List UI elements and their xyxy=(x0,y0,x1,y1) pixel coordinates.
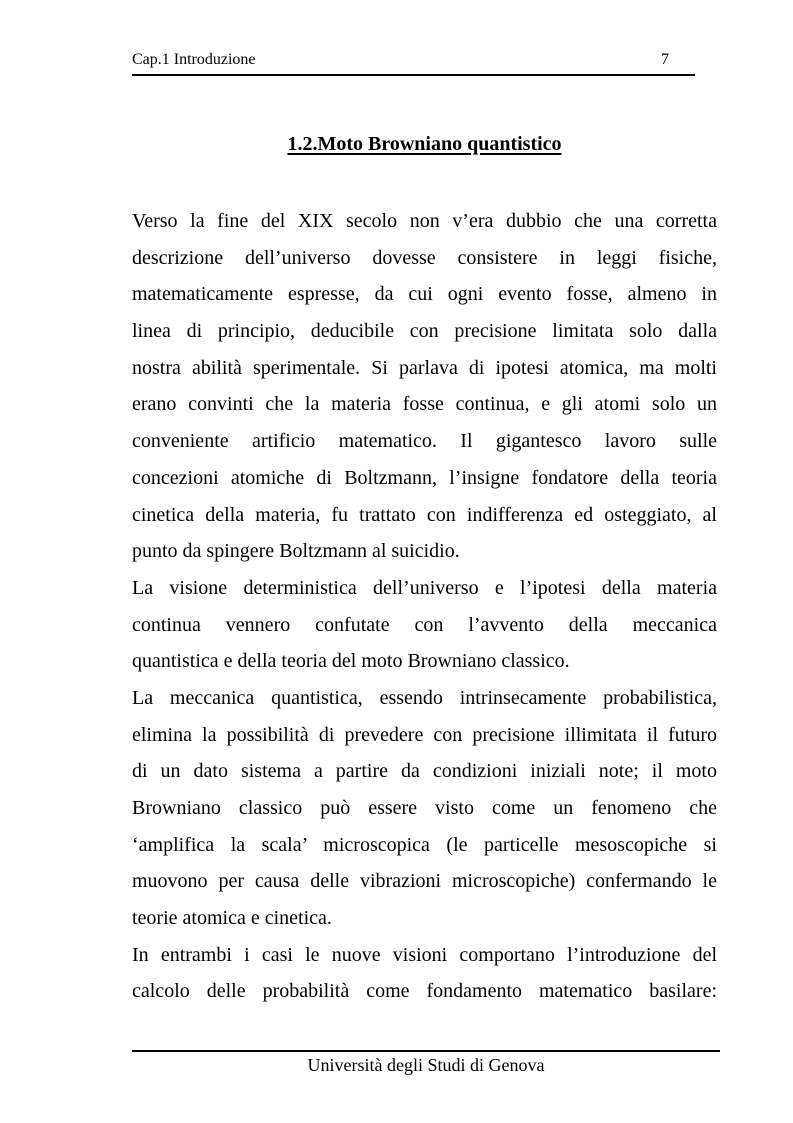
text-line: La visione deterministica dell’universo e l’ipotesi della materia xyxy=(132,576,717,599)
section-heading xyxy=(132,133,717,156)
text-line: linea di principio, deducibile con precisione limitata solo dalla xyxy=(132,320,717,343)
text-line: muovono per causa delle vibrazioni microscopiche) confermando le xyxy=(132,870,717,893)
text-line: La meccanica quantistica, essendo intrinsecamente probabilistica, xyxy=(132,686,717,709)
footer-divider xyxy=(132,1050,720,1052)
text-line: descrizione dell’universo dovesse consistere in leggi fisiche, xyxy=(132,246,717,269)
text-line: conveniente artificio matematico. Il gigantesco lavoro sulle xyxy=(132,430,717,453)
text-line: erano convinti che la materia fosse continua, e gli atomi solo un xyxy=(132,393,717,416)
text-line: cinetica della materia, fu trattato con indifferenza ed osteggiato, al xyxy=(132,503,717,526)
page-footer: Università degli Studi di Genova xyxy=(307,1055,545,1075)
section-title-text: 1.2.Moto Browniano quantistico xyxy=(287,133,562,155)
text-line: nostra abilità sperimentale. Si parlava di ipotesi atomica, ma molti xyxy=(132,356,717,379)
text-line: Browniano classico può essere visto come un fenomeno che xyxy=(132,797,717,819)
text-line: elimina la possibilità di prevedere con precisione illimitata il futuro xyxy=(132,723,717,746)
chapter-title: Cap.1 Introduzione xyxy=(132,51,256,68)
page-number: 7 xyxy=(661,51,669,68)
text-line: continua vennero confutate con l’avvento della meccanica xyxy=(132,613,717,636)
body-text xyxy=(132,203,717,1010)
text-line: quantistica e della teoria del moto Browniano classico. xyxy=(132,650,570,673)
text-line: teorie atomica e cinetica. xyxy=(132,907,332,930)
text-line: punto da spingere Boltzmann al suicidio. xyxy=(132,540,460,563)
text-line: ‘amplifica la scala’ microscopica (le particelle mesoscopiche si xyxy=(132,833,717,856)
text-line: Verso la fine del XIX secolo non v’era dubbio che una corretta xyxy=(132,210,717,232)
text-line: concezioni atomiche di Boltzmann, l’insigne fondatore della teoria xyxy=(132,466,717,489)
text-line: In entrambi i casi le nuove visioni comportano l’introduzione del xyxy=(132,943,717,966)
text-line: di un dato sistema a partire da condizioni iniziali note; il moto xyxy=(132,760,717,783)
text-line: calcolo delle probabilità come fondamento matematico basilare: xyxy=(132,980,717,1003)
page-header xyxy=(132,48,695,76)
text-line: matematicamente espresse, da cui ogni evento fosse, almeno in xyxy=(132,283,717,306)
